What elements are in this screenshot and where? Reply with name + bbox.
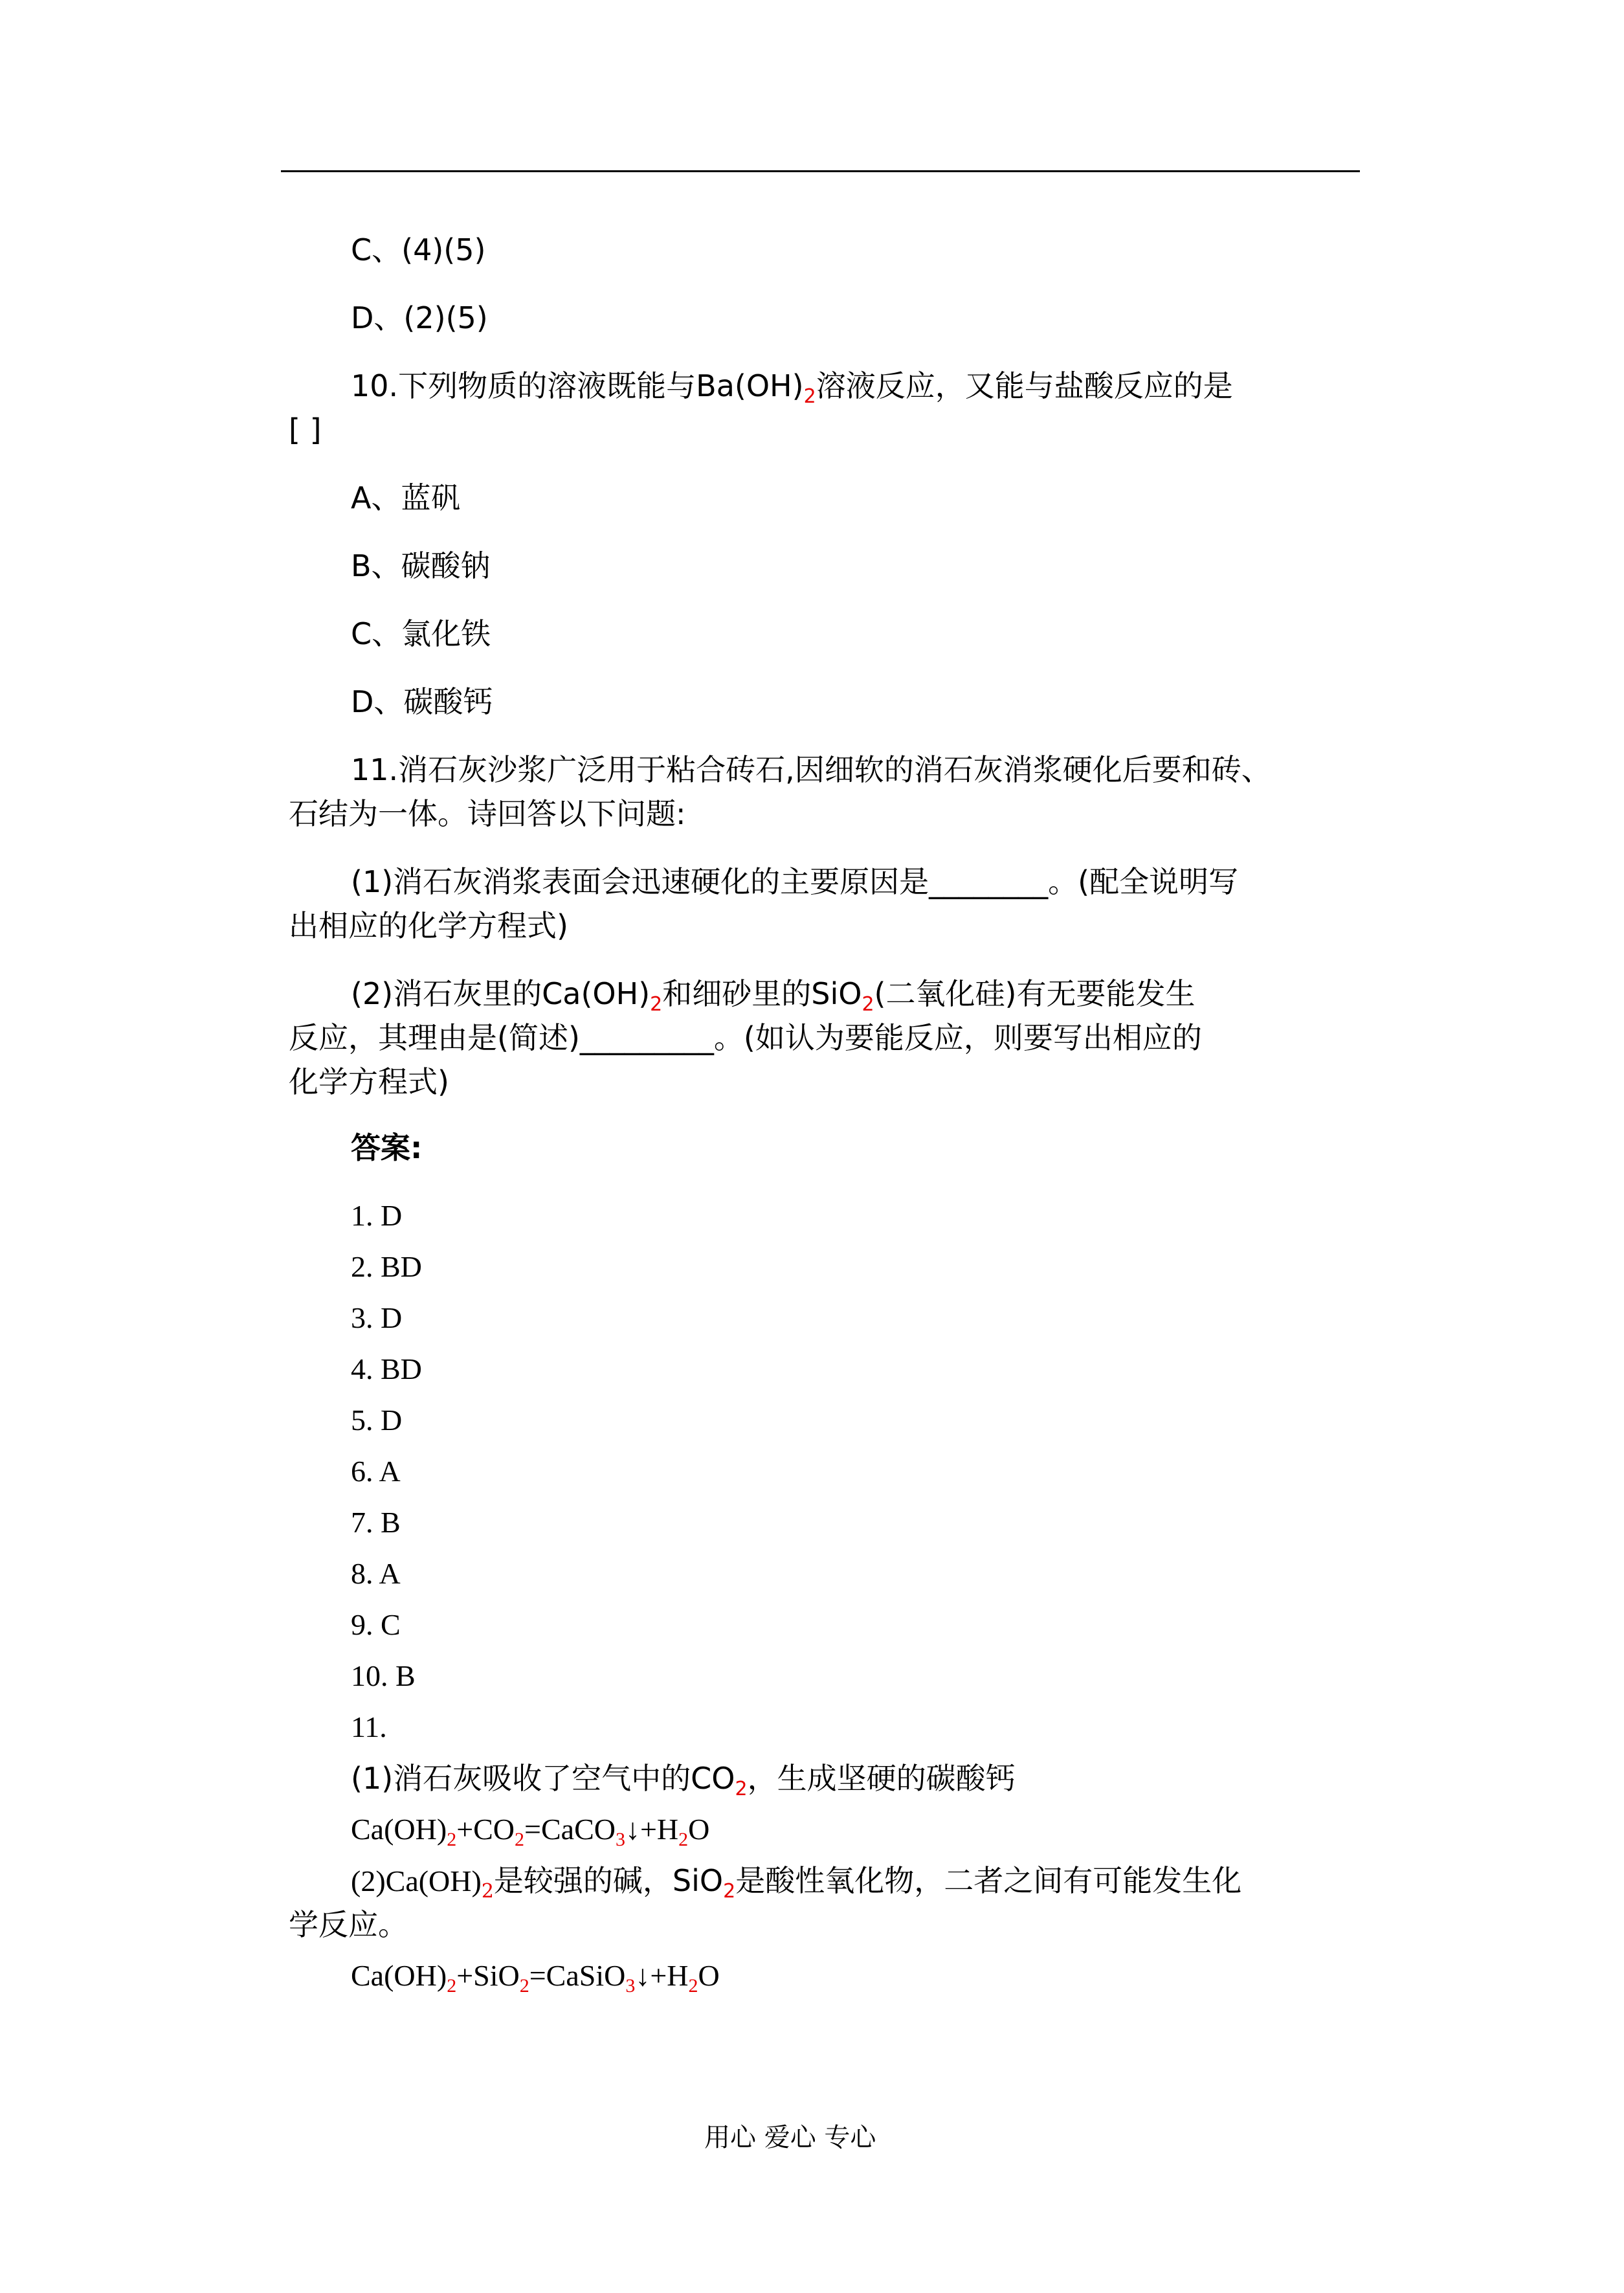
page-footer: 用心 爱心 专心	[704, 2123, 876, 2153]
caoh2-formula: $Ca(OH)_2$	[542, 976, 663, 1016]
answer-item: 11.	[351, 1710, 387, 1743]
q11-part1-line2: 出相应的化学方程式)	[289, 908, 568, 943]
q10-option-d: D、碳酸钙	[351, 684, 493, 719]
sio2-formula: SiO$_2$	[811, 976, 874, 1016]
q10-answer-bracket: [ ]	[289, 412, 322, 447]
q11-stem-line1: 11.消石灰沙浆广泛用于粘合砖石,因细软的消石灰消浆硬化后要和砖、	[351, 752, 1271, 787]
co2-formula: $CO_2$	[691, 1761, 748, 1800]
answer-item: 2. BD	[351, 1250, 422, 1283]
answer-item: 10. B	[351, 1659, 416, 1692]
equation-1: $Ca(OH)_2+CO_2=CaCO_3↓+H_2O$	[351, 1813, 710, 1850]
answer-item: 3. D	[351, 1301, 403, 1334]
answer-11-part2-line2: 学反应。	[289, 1907, 408, 1942]
q11-part2-line3: 化学方程式)	[289, 1064, 449, 1099]
q10-stem-text-b: 溶液反应，又能与盐酸反应的是	[816, 368, 1233, 403]
q10-option-c: C、氯化铁	[351, 616, 491, 651]
sio2-formula: SiO$_2$	[672, 1863, 736, 1903]
answer-item: 4. BD	[351, 1352, 422, 1385]
q11-stem-line2: 石结为一体。诗回答以下问题:	[289, 796, 686, 831]
q9-option-c: C、(4)(5)	[351, 232, 486, 267]
q10-stem	[351, 366, 1233, 406]
equation-2: $Ca(OH)_2+SiO_2=CaSiO_3↓+H_2O$	[351, 1959, 720, 1997]
answer-item: 5. D	[351, 1404, 403, 1437]
answer-item: 9. C	[351, 1608, 401, 1641]
answer-item: 8. A	[351, 1557, 401, 1590]
header-rule	[281, 170, 1360, 172]
q11-part1-line1: (1)消石灰消浆表面会迅速硬化的主要原因是________。(配全说明写	[351, 864, 1239, 899]
answers-heading: 答案:	[351, 1130, 423, 1165]
q10-option-a: A、蓝矾	[351, 480, 461, 515]
q9-option-d: D、(2)(5)	[351, 300, 488, 335]
answer-item: 7. B	[351, 1506, 401, 1539]
answer-11-part2-line1: $(2)Ca(OH)_2$是较强的碱，SiO$_2$是酸性氧化物，二者之间有可能发生化	[351, 1863, 1242, 1903]
q11-part2-line1: (2)消石灰里的$Ca(OH)_2$和细砂里的SiO$_2$(二氧化硅)有无要能发生	[351, 976, 1196, 1016]
answer-item: 6. A	[351, 1455, 401, 1488]
answer-item: 1. D	[351, 1199, 403, 1232]
q10-formula: $Ba(OH)_2$	[696, 368, 816, 408]
answer-11-part1: (1)消石灰吸收了空气中的$CO_2$，生成坚硬的碳酸钙	[351, 1761, 1016, 1800]
q10-stem-text-a: 10.下列物质的溶液既能与	[351, 368, 696, 403]
q11-part2-line2: 反应，其理由是(简述)_________。(如认为要能反应，则要写出相应的	[289, 1020, 1202, 1055]
q10-option-b: B、碳酸钠	[351, 548, 491, 583]
